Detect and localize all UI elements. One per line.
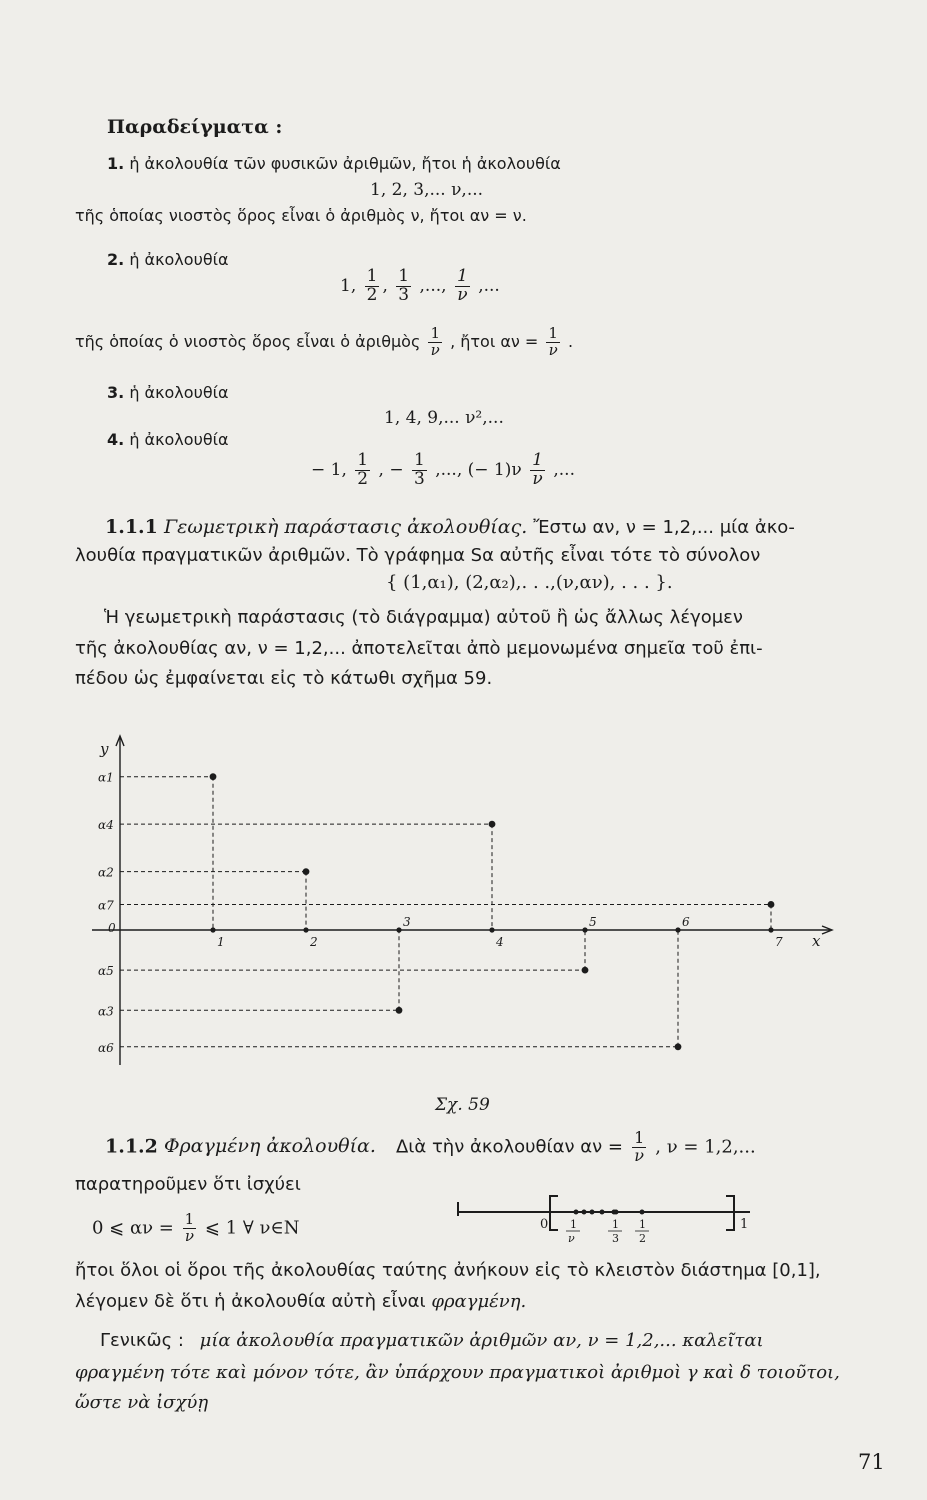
example-2-text: ἡ ἀκολουθία: [129, 250, 229, 269]
point-α2: [303, 868, 310, 875]
origin-label: 0: [108, 921, 116, 935]
fraction: [455, 268, 470, 305]
denominator: 2: [357, 468, 369, 489]
numberline-frac-num: 1: [612, 1218, 619, 1231]
seq-term: 1,: [340, 275, 357, 296]
denominator: ν: [457, 284, 468, 305]
fraction: [365, 268, 380, 305]
numerator: 1: [184, 1210, 195, 1228]
section-text: Ἔστω αν, ν = 1,2,... μία ἀκο-: [533, 517, 795, 538]
figure-caption: Σχ. 59: [435, 1095, 490, 1115]
y-label-α3: α3: [98, 1004, 114, 1019]
point-α1: [210, 773, 217, 780]
denominator: ν: [430, 340, 440, 359]
numerator: 1: [456, 266, 468, 286]
example-2-sequence: 1, $\frac{1}{2}$ , $\frac{1}{3}$ ,..., $\frac{1}{\nu}$ ,...: [340, 266, 500, 305]
example-3-number: 3.: [107, 383, 125, 402]
fraction: [546, 326, 560, 359]
section-111-line1: [105, 516, 795, 538]
inequality: [92, 1212, 300, 1245]
desc-mid: , ἤτοι αν =: [450, 331, 539, 351]
x-tick-label: 7: [775, 935, 783, 949]
section-number: 1.1.2: [105, 1135, 158, 1158]
point-α3: [396, 1007, 403, 1014]
example-1-text: ἡ ἀκολουθία τῶν φυσικῶν ἀριθμῶν, ἤτοι ἡ ἀκολουθία: [129, 154, 561, 173]
point-1-over-n: [600, 1210, 605, 1215]
point-1-over-n: [582, 1210, 587, 1215]
general-line2: φραγμένη τότε καὶ μόνον τότε, ἂν ὑπάρχουν πραγματικοὶ ἀριθμοὶ γ καὶ δ τοιοῦτοι,: [75, 1362, 840, 1383]
numberline-frac-den: 2: [639, 1232, 646, 1245]
seq-start: − 1,: [311, 459, 347, 480]
denominator: ν: [634, 1145, 645, 1165]
y-label-α6: α6: [98, 1040, 114, 1055]
example-4-line: [107, 430, 229, 449]
x-tick-label: 6: [682, 915, 690, 929]
numerator: 1: [430, 324, 440, 342]
x-tick-label: 2: [310, 935, 318, 949]
fraction: [396, 268, 411, 305]
numerator: 1: [398, 266, 410, 286]
x-tick-label: 5: [589, 915, 597, 929]
line4-text: λέγομεν δὲ ὅτι ἡ ἀκολουθία αὐτὴ εἶναι: [75, 1291, 426, 1312]
numberline-frac-num: 1: [570, 1218, 577, 1231]
seq-dots: ,...,: [419, 275, 447, 296]
x-axis-label: x: [812, 932, 821, 950]
bounded-term: φραγμένη.: [431, 1291, 527, 1312]
numerator: 1: [548, 324, 558, 342]
example-1-line: [107, 154, 561, 173]
numerator: 1: [357, 450, 369, 470]
example-4-text: ἡ ἀκολουθία: [129, 430, 229, 449]
x-tick-mark: [396, 927, 401, 932]
section-title: Φραγμένη ἀκολουθία.: [163, 1135, 376, 1158]
section-number: 1.1.1: [105, 516, 158, 538]
x-tick-mark: [489, 927, 494, 932]
denominator: 3: [413, 468, 425, 489]
general-line1: [100, 1330, 764, 1351]
numberline-frac-num: 1: [639, 1218, 646, 1231]
x-tick-mark: [768, 927, 773, 932]
example-2-description: [75, 326, 573, 359]
section-112-line2: παρατηροῦμεν ὅτι ἰσχύει: [75, 1174, 301, 1195]
section-title: Γεωμετρικὴ παράστασις ἀκολουθίας.: [163, 516, 528, 538]
fraction: [428, 326, 442, 359]
ineq-start: 0 ⩽ αν =: [92, 1217, 174, 1239]
example-1-description: τῆς ὁποίας νιοστὸς ὅρος εἶναι ὁ ἀριθμὸς ν, ἤτοι αν = ν.: [75, 206, 527, 225]
numerator: 1: [413, 450, 425, 470]
figure-59-scatter: [0, 720, 927, 1140]
figure-59-axes: [92, 736, 832, 1065]
denominator: ν: [548, 340, 558, 359]
seq-end: ,...: [478, 275, 500, 296]
section-text: Διὰ τὴν ἀκολουθίαν αν =: [395, 1136, 624, 1158]
section-111-line2: λουθία πραγματικῶν ἀριθμῶν. Τὸ γράφημα Sα αὐτῆς εἶναι τότε τὸ σύνολον: [75, 545, 761, 566]
point-α5: [582, 967, 589, 974]
section-111-para1: Ἡ γεωμετρικὴ παράστασις (τὸ διάγραμμα) αὐτοῦ ἢ ὡς ἄλλως λέγομεν: [104, 607, 743, 628]
fraction: [632, 1130, 646, 1165]
desc-end: .: [568, 331, 574, 351]
fraction: [183, 1212, 197, 1245]
denominator: 3: [398, 284, 410, 305]
y-axis-label: y: [100, 740, 109, 758]
denominator: 2: [366, 284, 378, 305]
interval-numberline: [450, 1186, 770, 1256]
ineq-end: ⩽ 1 ∀ ν∈N: [204, 1217, 300, 1239]
point-1-over-2: [640, 1210, 645, 1215]
example-4-sequence: [311, 452, 575, 489]
desc-start: τῆς ὁποίας ὁ νιοστὸς ὅρος εἶναι ὁ ἀριθμὸς: [75, 331, 421, 351]
seq-mid: , −: [378, 459, 404, 480]
example-1-number: 1.: [107, 154, 125, 173]
seq-end: ,...: [553, 459, 575, 480]
numberline-frac-den: ν: [568, 1232, 575, 1245]
example-1-sequence: 1, 2, 3,... ν,...: [370, 180, 484, 200]
x-tick-mark: [675, 927, 680, 932]
fraction: [355, 452, 370, 489]
y-label-α4: α4: [98, 818, 114, 833]
y-label-α5: α5: [98, 964, 114, 979]
figure-59-guides: [120, 777, 771, 1047]
example-2-number: 2.: [107, 250, 125, 269]
example-3-text: ἡ ἀκολουθία: [129, 383, 229, 402]
general-label: Γενικῶς :: [100, 1330, 184, 1351]
numerator: 1: [366, 266, 378, 286]
numberline-one: 1: [740, 1217, 749, 1232]
numberline-frac-den: 3: [612, 1232, 619, 1245]
point-α6: [675, 1043, 682, 1050]
point-1-over-n: [574, 1210, 579, 1215]
section-111-para2: τῆς ἀκολουθίας αν, ν = 1,2,... ἀποτελεῖται ἀπὸ μεμονωμένα σημεῖα τοῦ ἐπι-: [75, 638, 763, 659]
x-tick-mark: [303, 927, 308, 932]
figure-59-ticks: [210, 915, 783, 949]
x-tick-mark: [210, 927, 215, 932]
point-1-over-3: [614, 1210, 619, 1215]
example-4-number: 4.: [107, 430, 125, 449]
x-tick-mark: [582, 927, 587, 932]
x-tick-label: 3: [403, 915, 411, 929]
x-tick-label: 4: [496, 935, 504, 949]
numerator: 1: [532, 450, 543, 470]
point-1-over-n: [590, 1210, 595, 1215]
numerator: 1: [634, 1128, 645, 1147]
section-112-line1: [105, 1130, 756, 1165]
example-3-line: [107, 383, 229, 402]
y-label-α2: α2: [98, 865, 114, 880]
section-text-end: , ν = 1,2,...: [655, 1136, 756, 1158]
page-number: 71: [858, 1450, 885, 1474]
point-α4: [489, 821, 496, 828]
y-label-α1: α1: [98, 770, 114, 785]
fraction: [530, 452, 545, 489]
section-111-set: { (1,α₁), (2,α₂),. . .,(ν,αν), . . . }.: [386, 572, 673, 593]
figure-59-labels: [98, 771, 114, 1055]
example-2-line: [107, 250, 229, 269]
point-α7: [768, 901, 775, 908]
section-112-line4: [75, 1291, 526, 1312]
section-112-line3: ἤτοι ὅλοι οἱ ὅροι τῆς ἀκολουθίας ταύτης ἀνήκουν εἰς τὸ κλειστὸν διάστημα [0,1],: [75, 1260, 821, 1281]
y-label-α7: α7: [98, 898, 114, 913]
examples-heading: Παραδείγματα :: [107, 116, 283, 138]
example-3-sequence: 1, 4, 9,... ν²,...: [384, 408, 504, 428]
general-text: μία ἀκολουθία πραγματικῶν ἀριθμῶν αν, ν = 1,2,... καλεῖται: [199, 1330, 764, 1351]
denominator: ν: [184, 1226, 194, 1245]
general-line3: ὥστε νὰ ἰσχύῃ: [75, 1392, 209, 1413]
numberline-zero: 0: [540, 1217, 549, 1232]
x-tick-label: 1: [217, 935, 225, 949]
section-111-para3: πέδου ὡς ἐμφαίνεται εἰς τὸ κάτωθι σχῆμα 59.: [75, 668, 493, 689]
fraction: [412, 452, 427, 489]
seq-dots: ,..., (− 1)ν: [435, 459, 522, 480]
denominator: ν: [532, 468, 543, 489]
